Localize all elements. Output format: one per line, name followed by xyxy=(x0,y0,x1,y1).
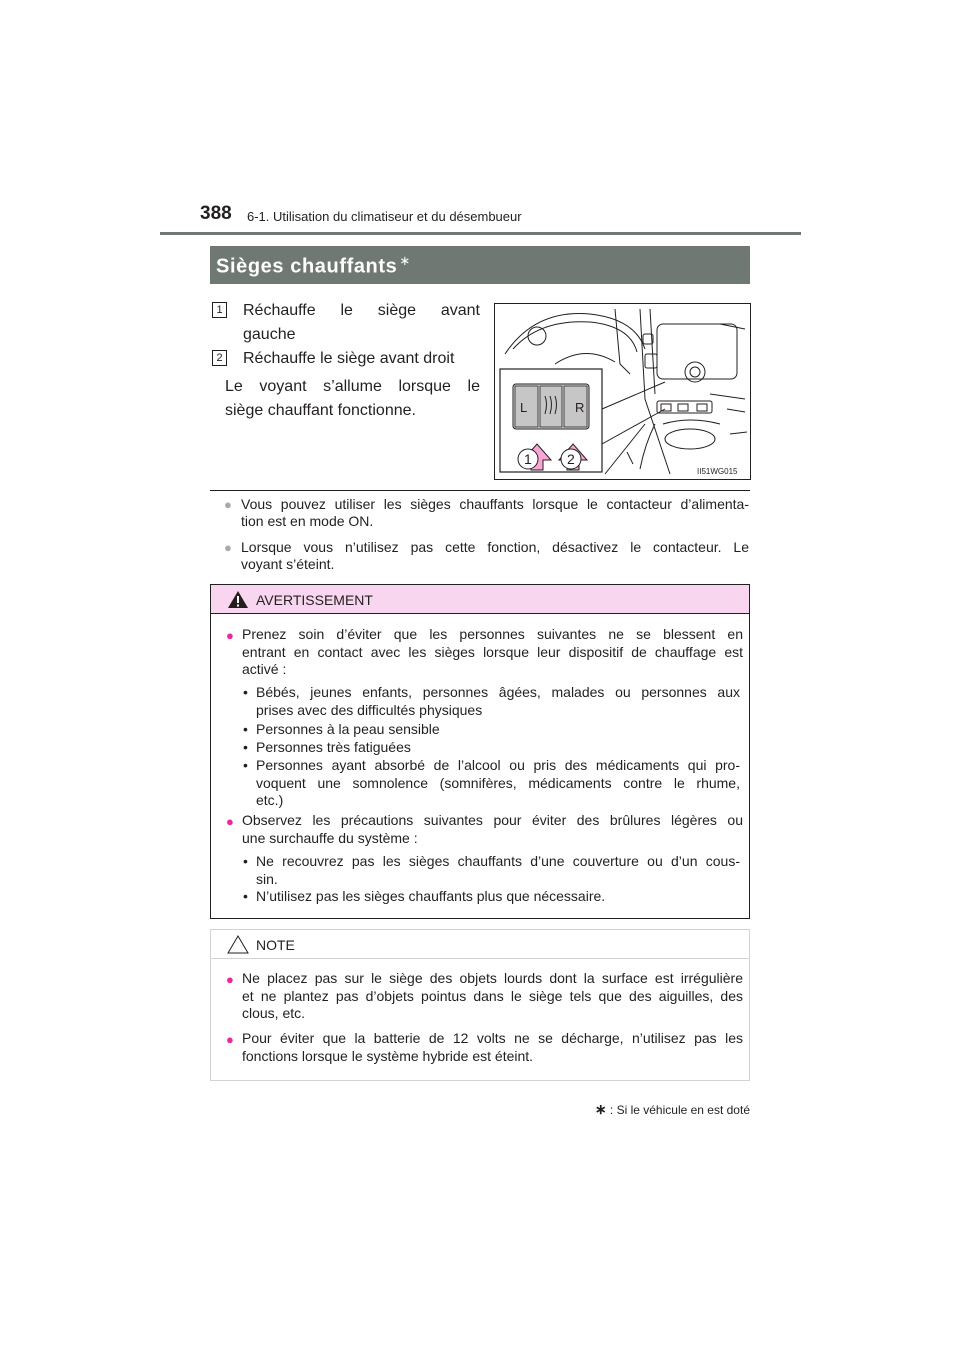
bullet-icon: ● xyxy=(224,540,232,555)
footnote xyxy=(570,1101,750,1118)
item-1-text: Réchauffe le siège avant gauche xyxy=(243,302,480,343)
info-bullet-1: ● Vous pouvez utiliser les sièges chauffants lorsque le contacteur d’alimenta- tion est en mode ON. xyxy=(224,496,749,529)
bullet-icon: ● xyxy=(226,972,234,987)
note-label: NOTE xyxy=(256,937,295,953)
warning-sub-2: • Personnes à la peau sensible xyxy=(243,721,440,737)
bullet-icon: ● xyxy=(226,1032,234,1047)
figure-code: II51WG015 xyxy=(697,467,738,476)
warning-header xyxy=(211,585,749,614)
footnote-text: : Si le véhicule en est doté xyxy=(609,1103,750,1117)
footnote-mark: ∗ xyxy=(594,1101,607,1117)
item-2-text: Réchauffe le siège avant droit xyxy=(243,350,455,367)
indicator-text: Le voyant s’allume lorsque le siège chauffant fonctionne. xyxy=(225,378,480,419)
warning-item-1: ● Prenez soin d’éviter que les personnes suivantes ne se blessent en entrant en contact avec les sièges lorsque leur dispositif de chauffage est activé : xyxy=(226,626,743,677)
note-item-2: ● Pour éviter que la batterie de 12 volts ne se décharge, n’utilisez pas les fonctions lorsque le système hybride est éteint. xyxy=(226,1030,743,1064)
section-separator xyxy=(210,490,750,491)
bullet-icon: ● xyxy=(226,814,234,829)
section-title: Sièges chauffants ∗ xyxy=(216,253,411,278)
callout-1: 1 xyxy=(524,451,532,467)
switch-left-label: L xyxy=(520,400,528,415)
header-rule xyxy=(160,232,801,235)
seat-heater-illustration xyxy=(494,303,751,480)
callout-2: 2 xyxy=(567,451,575,467)
item-number-2: 2 xyxy=(212,350,227,366)
warning-sub-3: • Personnes très fatiguées xyxy=(243,739,411,755)
info-bullet-2: ● Lorsque vous n’utilisez pas cette fonction, désactivez le contacteur. Le voyant s’éteint. xyxy=(224,539,749,572)
warning-item-2: ● Observez les précautions suivantes pour éviter des brûlures légères ou une surchauffe du système : xyxy=(226,812,743,846)
warning-sub-6: • N’utilisez pas les sièges chauffants plus que nécessaire. xyxy=(243,888,606,904)
warning-sub-4: • Personnes ayant absorbé de l’alcool ou pris des médicaments qui pro- voquent une somnolence (somnifères, médicaments contre le rhume, etc.) xyxy=(243,757,740,808)
bullet-icon: ● xyxy=(224,497,232,512)
note-header xyxy=(211,930,749,959)
warning-sub-1: • Bébés, jeunes enfants, personnes âgées, malades ou personnes aux prises avec des difficultés physiques xyxy=(243,684,740,718)
item-number-1: 1 xyxy=(212,302,227,318)
chapter-title: 6-1. Utilisation du climatiseur et du désembueur xyxy=(247,209,522,224)
warning-label: AVERTISSEMENT xyxy=(256,592,373,608)
switch-right-label: R xyxy=(575,400,585,415)
warning-sub-5: • Ne recouvrez pas les sièges chauffants d’une couverture ou d’un cous- sin. xyxy=(243,853,740,887)
bullet-icon: ● xyxy=(226,628,234,643)
note-box xyxy=(210,929,750,1081)
caution-triangle-icon xyxy=(227,935,249,954)
warning-triangle-icon xyxy=(227,590,249,609)
page-number: 388 xyxy=(200,203,232,224)
warning-box xyxy=(210,584,750,919)
section-title-bar xyxy=(210,246,750,284)
optional-mark: ∗ xyxy=(399,253,411,268)
note-item-1: ● Ne placez pas sur le siège des objets lourds dont la surface est irrégulière et ne plantez pas d’objets pointus dans le siège tels que des aiguilles, des clous, etc. xyxy=(226,970,743,1021)
dashboard-drawing xyxy=(495,304,750,479)
